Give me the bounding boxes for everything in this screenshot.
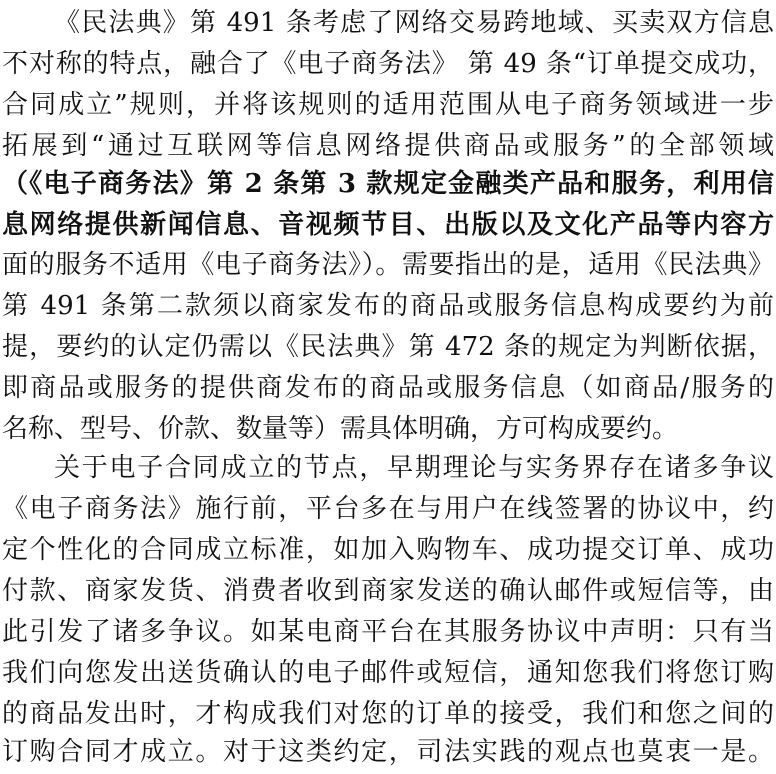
paragraph-line: 提，要约的认定仍需以《民法典》第 472 条的规定为判断依据， (2, 332, 774, 362)
paragraph-line: 息网络提供新闻信息、音视频节目、出版以及文化产品等内容方 (2, 210, 774, 240)
paragraph-line: 订购合同才成立。对于这类约定，司法实践的观点也莫衷一是。 (2, 737, 774, 767)
paragraph-line: 付款、商家发货、消费者收到商家发送的确认邮件或短信等，由 (2, 576, 774, 606)
paragraph-line: 合同成立”规则，并将该规则的适用范围从电子商务领域进一步 (2, 90, 774, 120)
paragraph-line: 不对称的特点，融合了《电子商务法》 第 49 条“订单提交成功， (2, 49, 774, 79)
paragraph-line: 《民法典》第 491 条考虑了网络交易跨地域、买卖双方信息 (54, 8, 774, 38)
paragraph-line: 此引发了诸多争议。如某电商平台在其服务协议中声明：只有当 (2, 617, 774, 647)
paragraph-line: 名称、型号、价款、数量等）需具体明确，方可构成要约。 (2, 414, 679, 444)
paragraph-line: （《电子商务法》第 2 条第 3 款规定金融类产品和服务，利用信 (2, 169, 774, 199)
paragraph-line: 的商品发出时，才构成我们对您的订单的接受，我们和您之间的 (2, 699, 774, 729)
paragraph-line: 即商品或服务的提供商发布的商品或服务信息（如商品/服务的 (2, 373, 774, 403)
paragraph-line: 《电子商务法》施行前，平台多在与用户在线签署的协议中，约 (2, 494, 774, 524)
paragraph-line: 我们向您发出送货确认的电子邮件或短信，通知您我们将您订购 (2, 658, 774, 688)
paragraph-line: 第 491 条第二款须以商家发布的商品或服务信息构成要约为前 (2, 291, 774, 321)
paragraph-line: 定个性化的合同成立标准，如加入购物车、成功提交订单、成功 (2, 535, 774, 565)
paragraph-line: 拓展到“通过互联网等信息网络提供商品或服务”的全部领域 (2, 131, 774, 161)
paragraph-line: 面的服务不适用《电子商务法》）。需要指出的是，适用《民法典》 (2, 250, 774, 280)
paragraph-line: 关于电子合同成立的节点，早期理论与实务界存在诸多争议 (54, 453, 774, 483)
